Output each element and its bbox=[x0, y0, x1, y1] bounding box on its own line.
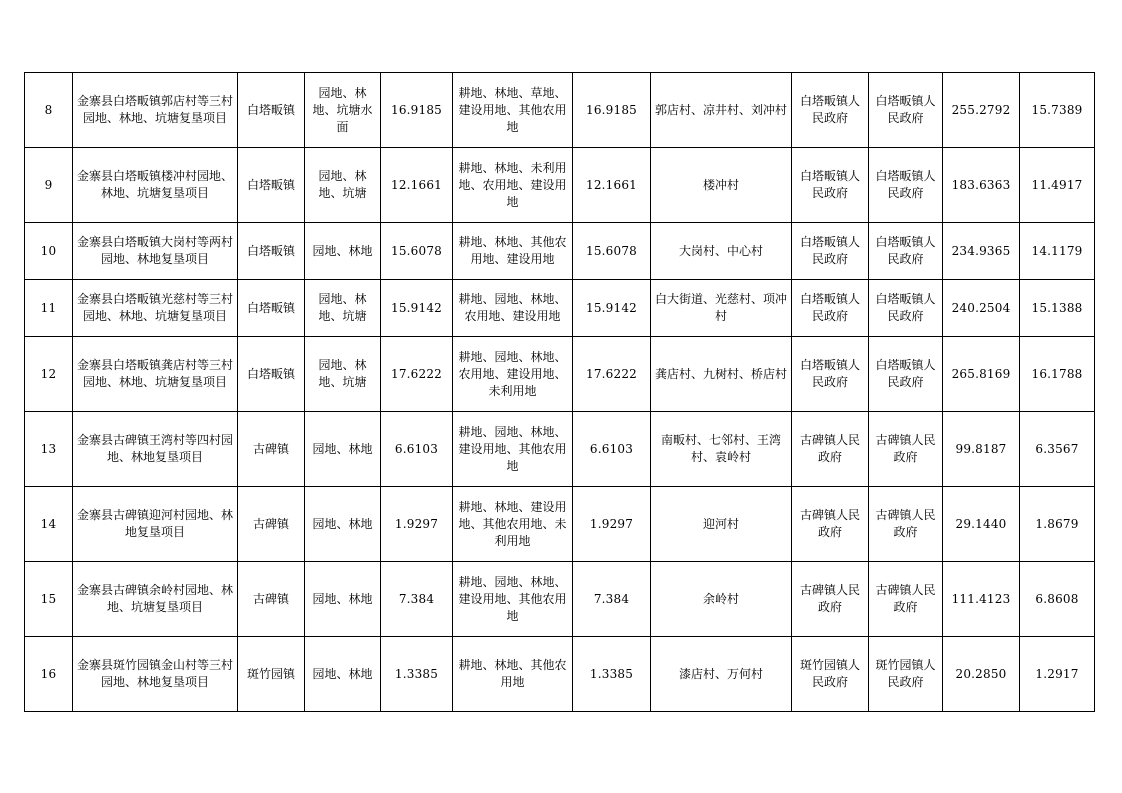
current-land-use: 园地、林地、坑塘水面 bbox=[305, 73, 381, 148]
value-2: 6.8608 bbox=[1020, 562, 1095, 637]
town: 古碑镇 bbox=[238, 412, 305, 487]
area-before: 7.384 bbox=[381, 562, 453, 637]
villages: 白大街道、光慈村、项冲村 bbox=[651, 280, 792, 337]
project-name: 金寨县古碑镇王湾村等四村园地、林地复垦项目 bbox=[73, 412, 238, 487]
town: 白塔畈镇 bbox=[238, 148, 305, 223]
value-1: 234.9365 bbox=[943, 223, 1020, 280]
area-before: 15.6078 bbox=[381, 223, 453, 280]
row-number: 16 bbox=[25, 637, 73, 712]
area-before: 16.9185 bbox=[381, 73, 453, 148]
value-2: 15.7389 bbox=[1020, 73, 1095, 148]
area-after: 15.6078 bbox=[573, 223, 651, 280]
project-name: 金寨县白塔畈镇郭店村等三村园地、林地、坑塘复垦项目 bbox=[73, 73, 238, 148]
reclaimed-land-use: 耕地、林地、其他农用地、建设用地 bbox=[453, 223, 573, 280]
reclaimed-land-use: 耕地、林地、草地、建设用地、其他农用地 bbox=[453, 73, 573, 148]
row-number: 9 bbox=[25, 148, 73, 223]
value-2: 11.4917 bbox=[1020, 148, 1095, 223]
current-land-use: 园地、林地 bbox=[305, 223, 381, 280]
table-row bbox=[25, 148, 1095, 223]
value-1: 240.2504 bbox=[943, 280, 1020, 337]
area-before: 17.6222 bbox=[381, 337, 453, 412]
implementing-unit: 古碑镇人民政府 bbox=[792, 562, 869, 637]
responsible-unit: 白塔畈镇人民政府 bbox=[869, 148, 943, 223]
town: 白塔畈镇 bbox=[238, 73, 305, 148]
value-2: 1.8679 bbox=[1020, 487, 1095, 562]
table-row bbox=[25, 637, 1095, 712]
reclaimed-land-use: 耕地、园地、林地、农用地、建设用地 bbox=[453, 280, 573, 337]
area-after: 15.9142 bbox=[573, 280, 651, 337]
responsible-unit: 古碑镇人民政府 bbox=[869, 562, 943, 637]
current-land-use: 园地、林地、坑塘 bbox=[305, 148, 381, 223]
reclaimed-land-use: 耕地、林地、建设用地、其他农用地、未利用地 bbox=[453, 487, 573, 562]
villages: 龚店村、九树村、桥店村 bbox=[651, 337, 792, 412]
area-after: 6.6103 bbox=[573, 412, 651, 487]
villages: 迎河村 bbox=[651, 487, 792, 562]
area-before: 12.1661 bbox=[381, 148, 453, 223]
project-table bbox=[24, 72, 1095, 712]
town: 斑竹园镇 bbox=[238, 637, 305, 712]
implementing-unit: 白塔畈镇人民政府 bbox=[792, 223, 869, 280]
value-1: 255.2792 bbox=[943, 73, 1020, 148]
value-2: 1.2917 bbox=[1020, 637, 1095, 712]
villages: 余岭村 bbox=[651, 562, 792, 637]
table-row bbox=[25, 223, 1095, 280]
area-after: 12.1661 bbox=[573, 148, 651, 223]
responsible-unit: 白塔畈镇人民政府 bbox=[869, 223, 943, 280]
value-1: 265.8169 bbox=[943, 337, 1020, 412]
project-name: 金寨县白塔畈镇楼冲村园地、林地、坑塘复垦项目 bbox=[73, 148, 238, 223]
project-name: 金寨县白塔畈镇大岗村等两村园地、林地复垦项目 bbox=[73, 223, 238, 280]
reclaimed-land-use: 耕地、园地、林地、农用地、建设用地、未利用地 bbox=[453, 337, 573, 412]
reclaimed-land-use: 耕地、园地、林地、建设用地、其他农用地 bbox=[453, 412, 573, 487]
responsible-unit: 古碑镇人民政府 bbox=[869, 487, 943, 562]
area-after: 1.3385 bbox=[573, 637, 651, 712]
current-land-use: 园地、林地、坑塘 bbox=[305, 280, 381, 337]
villages: 南畈村、七邻村、王湾村、袁岭村 bbox=[651, 412, 792, 487]
responsible-unit: 斑竹园镇人民政府 bbox=[869, 637, 943, 712]
current-land-use: 园地、林地 bbox=[305, 562, 381, 637]
responsible-unit: 白塔畈镇人民政府 bbox=[869, 280, 943, 337]
villages: 楼冲村 bbox=[651, 148, 792, 223]
responsible-unit: 白塔畈镇人民政府 bbox=[869, 337, 943, 412]
value-1: 111.4123 bbox=[943, 562, 1020, 637]
town: 白塔畈镇 bbox=[238, 337, 305, 412]
implementing-unit: 白塔畈镇人民政府 bbox=[792, 73, 869, 148]
row-number: 13 bbox=[25, 412, 73, 487]
town: 白塔畈镇 bbox=[238, 280, 305, 337]
current-land-use: 园地、林地 bbox=[305, 487, 381, 562]
current-land-use: 园地、林地 bbox=[305, 637, 381, 712]
value-1: 20.2850 bbox=[943, 637, 1020, 712]
value-2: 14.1179 bbox=[1020, 223, 1095, 280]
current-land-use: 园地、林地、坑塘 bbox=[305, 337, 381, 412]
villages: 郭店村、凉井村、刘冲村 bbox=[651, 73, 792, 148]
area-after: 1.9297 bbox=[573, 487, 651, 562]
row-number: 8 bbox=[25, 73, 73, 148]
villages: 大岗村、中心村 bbox=[651, 223, 792, 280]
area-before: 15.9142 bbox=[381, 280, 453, 337]
row-number: 10 bbox=[25, 223, 73, 280]
table-row bbox=[25, 280, 1095, 337]
town: 白塔畈镇 bbox=[238, 223, 305, 280]
value-1: 99.8187 bbox=[943, 412, 1020, 487]
row-number: 11 bbox=[25, 280, 73, 337]
project-name: 金寨县白塔畈镇龚店村等三村园地、林地、坑塘复垦项目 bbox=[73, 337, 238, 412]
value-2: 15.1388 bbox=[1020, 280, 1095, 337]
value-1: 183.6363 bbox=[943, 148, 1020, 223]
villages: 漆店村、万何村 bbox=[651, 637, 792, 712]
implementing-unit: 白塔畈镇人民政府 bbox=[792, 148, 869, 223]
area-before: 1.3385 bbox=[381, 637, 453, 712]
table-row bbox=[25, 73, 1095, 148]
row-number: 14 bbox=[25, 487, 73, 562]
current-land-use: 园地、林地 bbox=[305, 412, 381, 487]
town: 古碑镇 bbox=[238, 562, 305, 637]
project-name: 金寨县白塔畈镇光慈村等三村园地、林地、坑塘复垦项目 bbox=[73, 280, 238, 337]
area-before: 1.9297 bbox=[381, 487, 453, 562]
project-name: 金寨县古碑镇余岭村园地、林地、坑塘复垦项目 bbox=[73, 562, 238, 637]
table-row bbox=[25, 562, 1095, 637]
project-name: 金寨县古碑镇迎河村园地、林地复垦项目 bbox=[73, 487, 238, 562]
row-number: 15 bbox=[25, 562, 73, 637]
project-name: 金寨县斑竹园镇金山村等三村园地、林地复垦项目 bbox=[73, 637, 238, 712]
reclaimed-land-use: 耕地、园地、林地、建设用地、其他农用地 bbox=[453, 562, 573, 637]
area-after: 7.384 bbox=[573, 562, 651, 637]
reclaimed-land-use: 耕地、林地、其他农用地 bbox=[453, 637, 573, 712]
value-1: 29.1440 bbox=[943, 487, 1020, 562]
area-after: 17.6222 bbox=[573, 337, 651, 412]
area-before: 6.6103 bbox=[381, 412, 453, 487]
responsible-unit: 白塔畈镇人民政府 bbox=[869, 73, 943, 148]
town: 古碑镇 bbox=[238, 487, 305, 562]
value-2: 16.1788 bbox=[1020, 337, 1095, 412]
implementing-unit: 古碑镇人民政府 bbox=[792, 412, 869, 487]
table-row bbox=[25, 487, 1095, 562]
responsible-unit: 古碑镇人民政府 bbox=[869, 412, 943, 487]
row-number: 12 bbox=[25, 337, 73, 412]
reclaimed-land-use: 耕地、林地、未利用地、农用地、建设用地 bbox=[453, 148, 573, 223]
implementing-unit: 斑竹园镇人民政府 bbox=[792, 637, 869, 712]
implementing-unit: 白塔畈镇人民政府 bbox=[792, 280, 869, 337]
implementing-unit: 古碑镇人民政府 bbox=[792, 487, 869, 562]
table-row bbox=[25, 412, 1095, 487]
table-row bbox=[25, 337, 1095, 412]
implementing-unit: 白塔畈镇人民政府 bbox=[792, 337, 869, 412]
value-2: 6.3567 bbox=[1020, 412, 1095, 487]
area-after: 16.9185 bbox=[573, 73, 651, 148]
